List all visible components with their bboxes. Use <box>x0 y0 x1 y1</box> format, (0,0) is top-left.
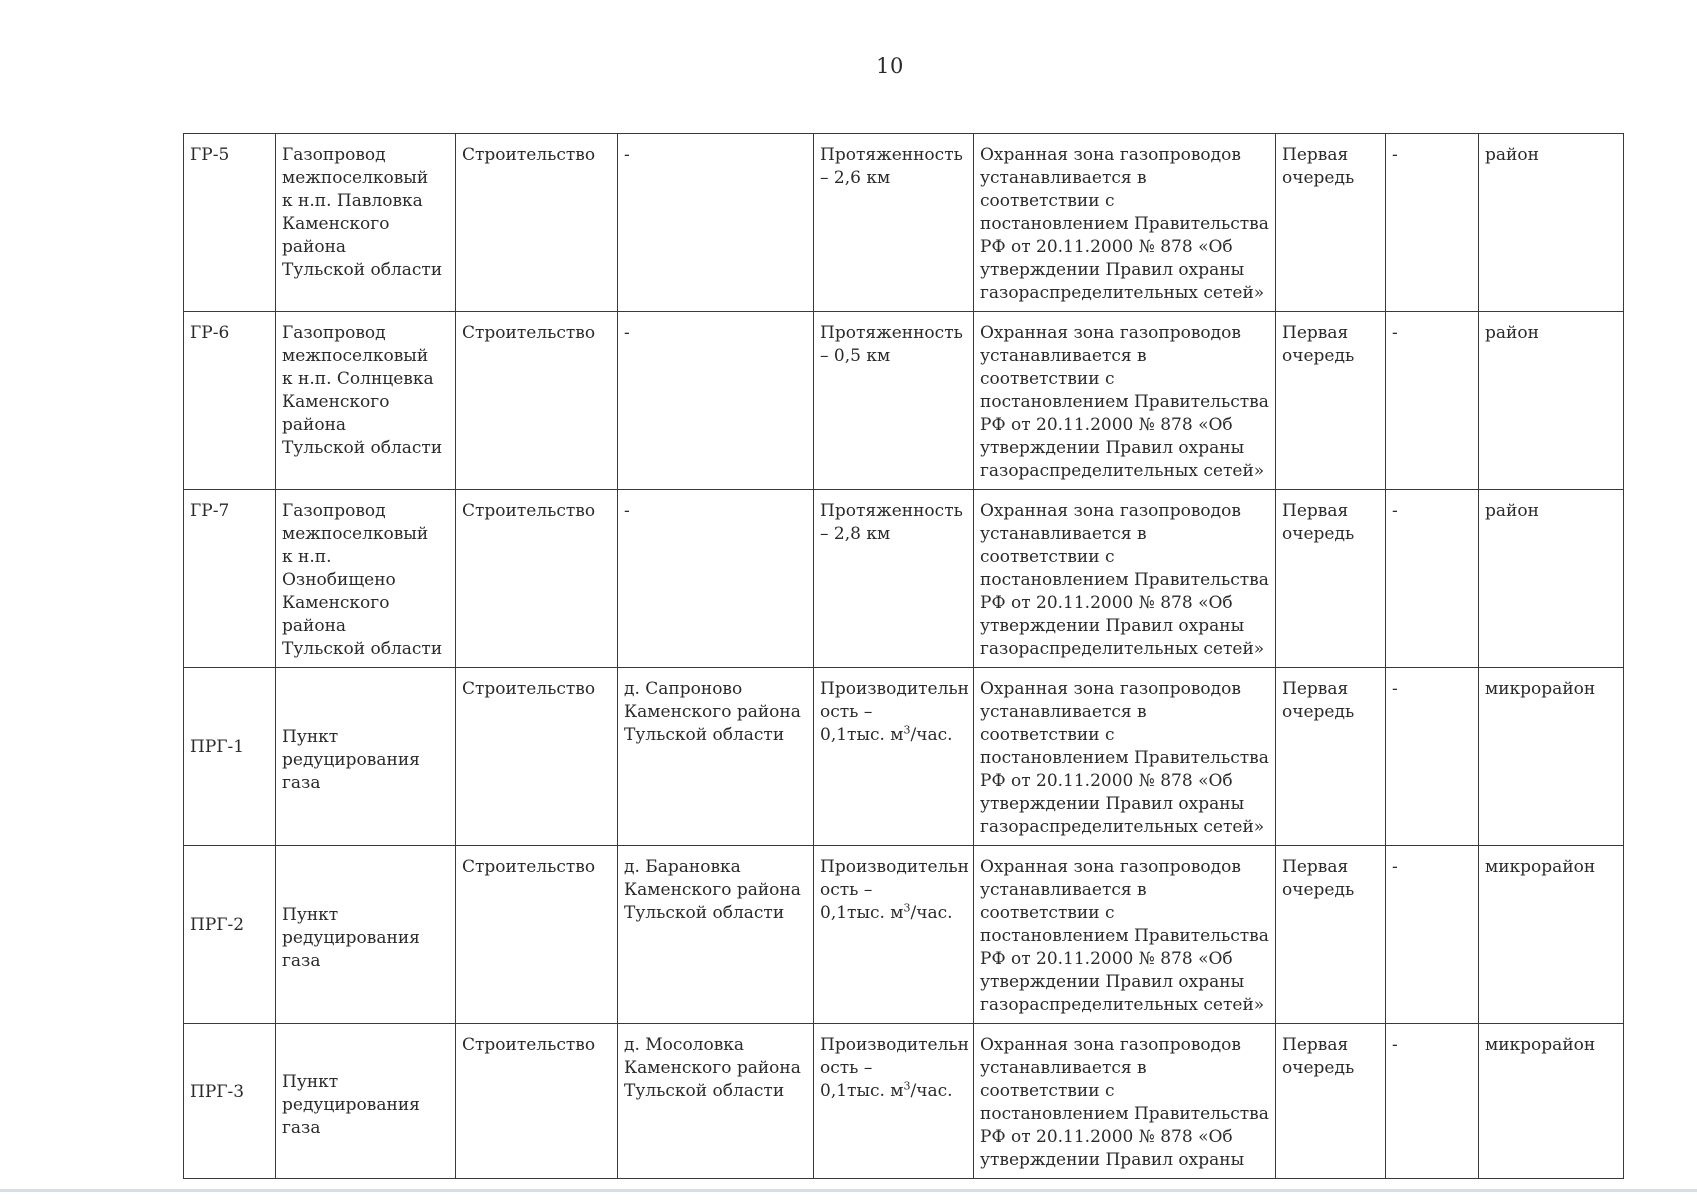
spec-text: Производительн ость – 0,1тыс. м <box>820 857 969 923</box>
object-action: Строительство <box>456 668 618 846</box>
significance-level: микрорайон <box>1479 1024 1624 1179</box>
spec-superscript: 3 <box>903 1079 911 1093</box>
protection-zone: Охранная зона газопроводов устанавливается в соответствии с постановлением Правительства РФ от 20.11.2000 № 878 «Об утверждении Правил охраны <box>974 1024 1276 1179</box>
table-row <box>184 1024 1624 1179</box>
implementation-stage: Первая очередь <box>1276 668 1386 846</box>
spec-unit: /час. <box>910 1081 953 1101</box>
table-row <box>184 846 1624 1024</box>
object-name: Газопровод межпоселковый к н.п. Ознобищено Каменского района Тульской области <box>276 490 456 668</box>
objects-table <box>183 133 1624 1179</box>
extra-value: - <box>1386 312 1479 490</box>
extra-value: - <box>1386 846 1479 1024</box>
table-row <box>184 668 1624 846</box>
object-name: Газопровод межпоселковый к н.п. Павловка Каменского района Тульской области <box>276 134 456 312</box>
object-spec <box>814 1024 974 1179</box>
protection-zone: Охранная зона газопроводов устанавливается в соответствии с постановлением Правительства РФ от 20.11.2000 № 878 «Об утверждении Правил охраны газораспределительных сетей» <box>974 846 1276 1024</box>
implementation-stage: Первая очередь <box>1276 312 1386 490</box>
extra-value: - <box>1386 490 1479 668</box>
spec-unit: /час. <box>910 725 953 745</box>
object-code: ПРГ-2 <box>184 846 276 1024</box>
object-action: Строительство <box>456 490 618 668</box>
spec-text: Производительн ость – 0,1тыс. м <box>820 679 969 745</box>
object-name: Пункт редуцирования газа <box>276 1024 456 1179</box>
object-action: Строительство <box>456 312 618 490</box>
protection-zone: Охранная зона газопроводов устанавливается в соответствии с постановлением Правительства РФ от 20.11.2000 № 878 «Об утверждении Правил охраны газораспределительных сетей» <box>974 312 1276 490</box>
protection-zone: Охранная зона газопроводов устанавливается в соответствии с постановлением Правительства РФ от 20.11.2000 № 878 «Об утверждении Правил охраны газораспределительных сетей» <box>974 490 1276 668</box>
protection-zone: Охранная зона газопроводов устанавливается в соответствии с постановлением Правительства РФ от 20.11.2000 № 878 «Об утверждении Правил охраны газораспределительных сетей» <box>974 134 1276 312</box>
object-location: - <box>618 134 814 312</box>
object-location: д. Сапроново Каменского района Тульской области <box>618 668 814 846</box>
extra-value: - <box>1386 134 1479 312</box>
object-spec: Протяженность – 0,5 км <box>814 312 974 490</box>
protection-zone: Охранная зона газопроводов устанавливается в соответствии с постановлением Правительства РФ от 20.11.2000 № 878 «Об утверждении Правил охраны газораспределительных сетей» <box>974 668 1276 846</box>
spec-superscript: 3 <box>903 901 911 915</box>
object-action: Строительство <box>456 846 618 1024</box>
implementation-stage: Первая очередь <box>1276 490 1386 668</box>
spec-superscript: 3 <box>903 723 911 737</box>
object-code: ПРГ-3 <box>184 1024 276 1179</box>
object-name: Пункт редуцирования газа <box>276 846 456 1024</box>
object-location: д. Барановка Каменского района Тульской области <box>618 846 814 1024</box>
extra-value: - <box>1386 1024 1479 1179</box>
implementation-stage: Первая очередь <box>1276 134 1386 312</box>
significance-level: микрорайон <box>1479 668 1624 846</box>
object-spec <box>814 668 974 846</box>
significance-level: район <box>1479 134 1624 312</box>
object-code: ГР-5 <box>184 134 276 312</box>
object-action: Строительство <box>456 134 618 312</box>
object-code: ГР-6 <box>184 312 276 490</box>
extra-value: - <box>1386 668 1479 846</box>
significance-level: район <box>1479 312 1624 490</box>
table-row <box>184 134 1624 312</box>
object-spec: Протяженность – 2,6 км <box>814 134 974 312</box>
object-location: д. Мосоловка Каменского района Тульской области <box>618 1024 814 1179</box>
object-location: - <box>618 490 814 668</box>
implementation-stage: Первая очередь <box>1276 1024 1386 1179</box>
object-code: ПРГ-1 <box>184 668 276 846</box>
significance-level: район <box>1479 490 1624 668</box>
object-action: Строительство <box>456 1024 618 1179</box>
significance-level: микрорайон <box>1479 846 1624 1024</box>
page-number: 10 <box>876 54 904 78</box>
object-code: ГР-7 <box>184 490 276 668</box>
table-row <box>184 490 1624 668</box>
spec-text: Производительн ость – 0,1тыс. м <box>820 1035 969 1101</box>
spec-unit: /час. <box>910 903 953 923</box>
object-spec <box>814 846 974 1024</box>
object-name: Пункт редуцирования газа <box>276 668 456 846</box>
implementation-stage: Первая очередь <box>1276 846 1386 1024</box>
object-spec: Протяженность – 2,8 км <box>814 490 974 668</box>
object-name: Газопровод межпоселковый к н.п. Солнцевка Каменского района Тульской области <box>276 312 456 490</box>
table-row <box>184 312 1624 490</box>
object-location: - <box>618 312 814 490</box>
scan-edge-line <box>0 1189 1697 1192</box>
